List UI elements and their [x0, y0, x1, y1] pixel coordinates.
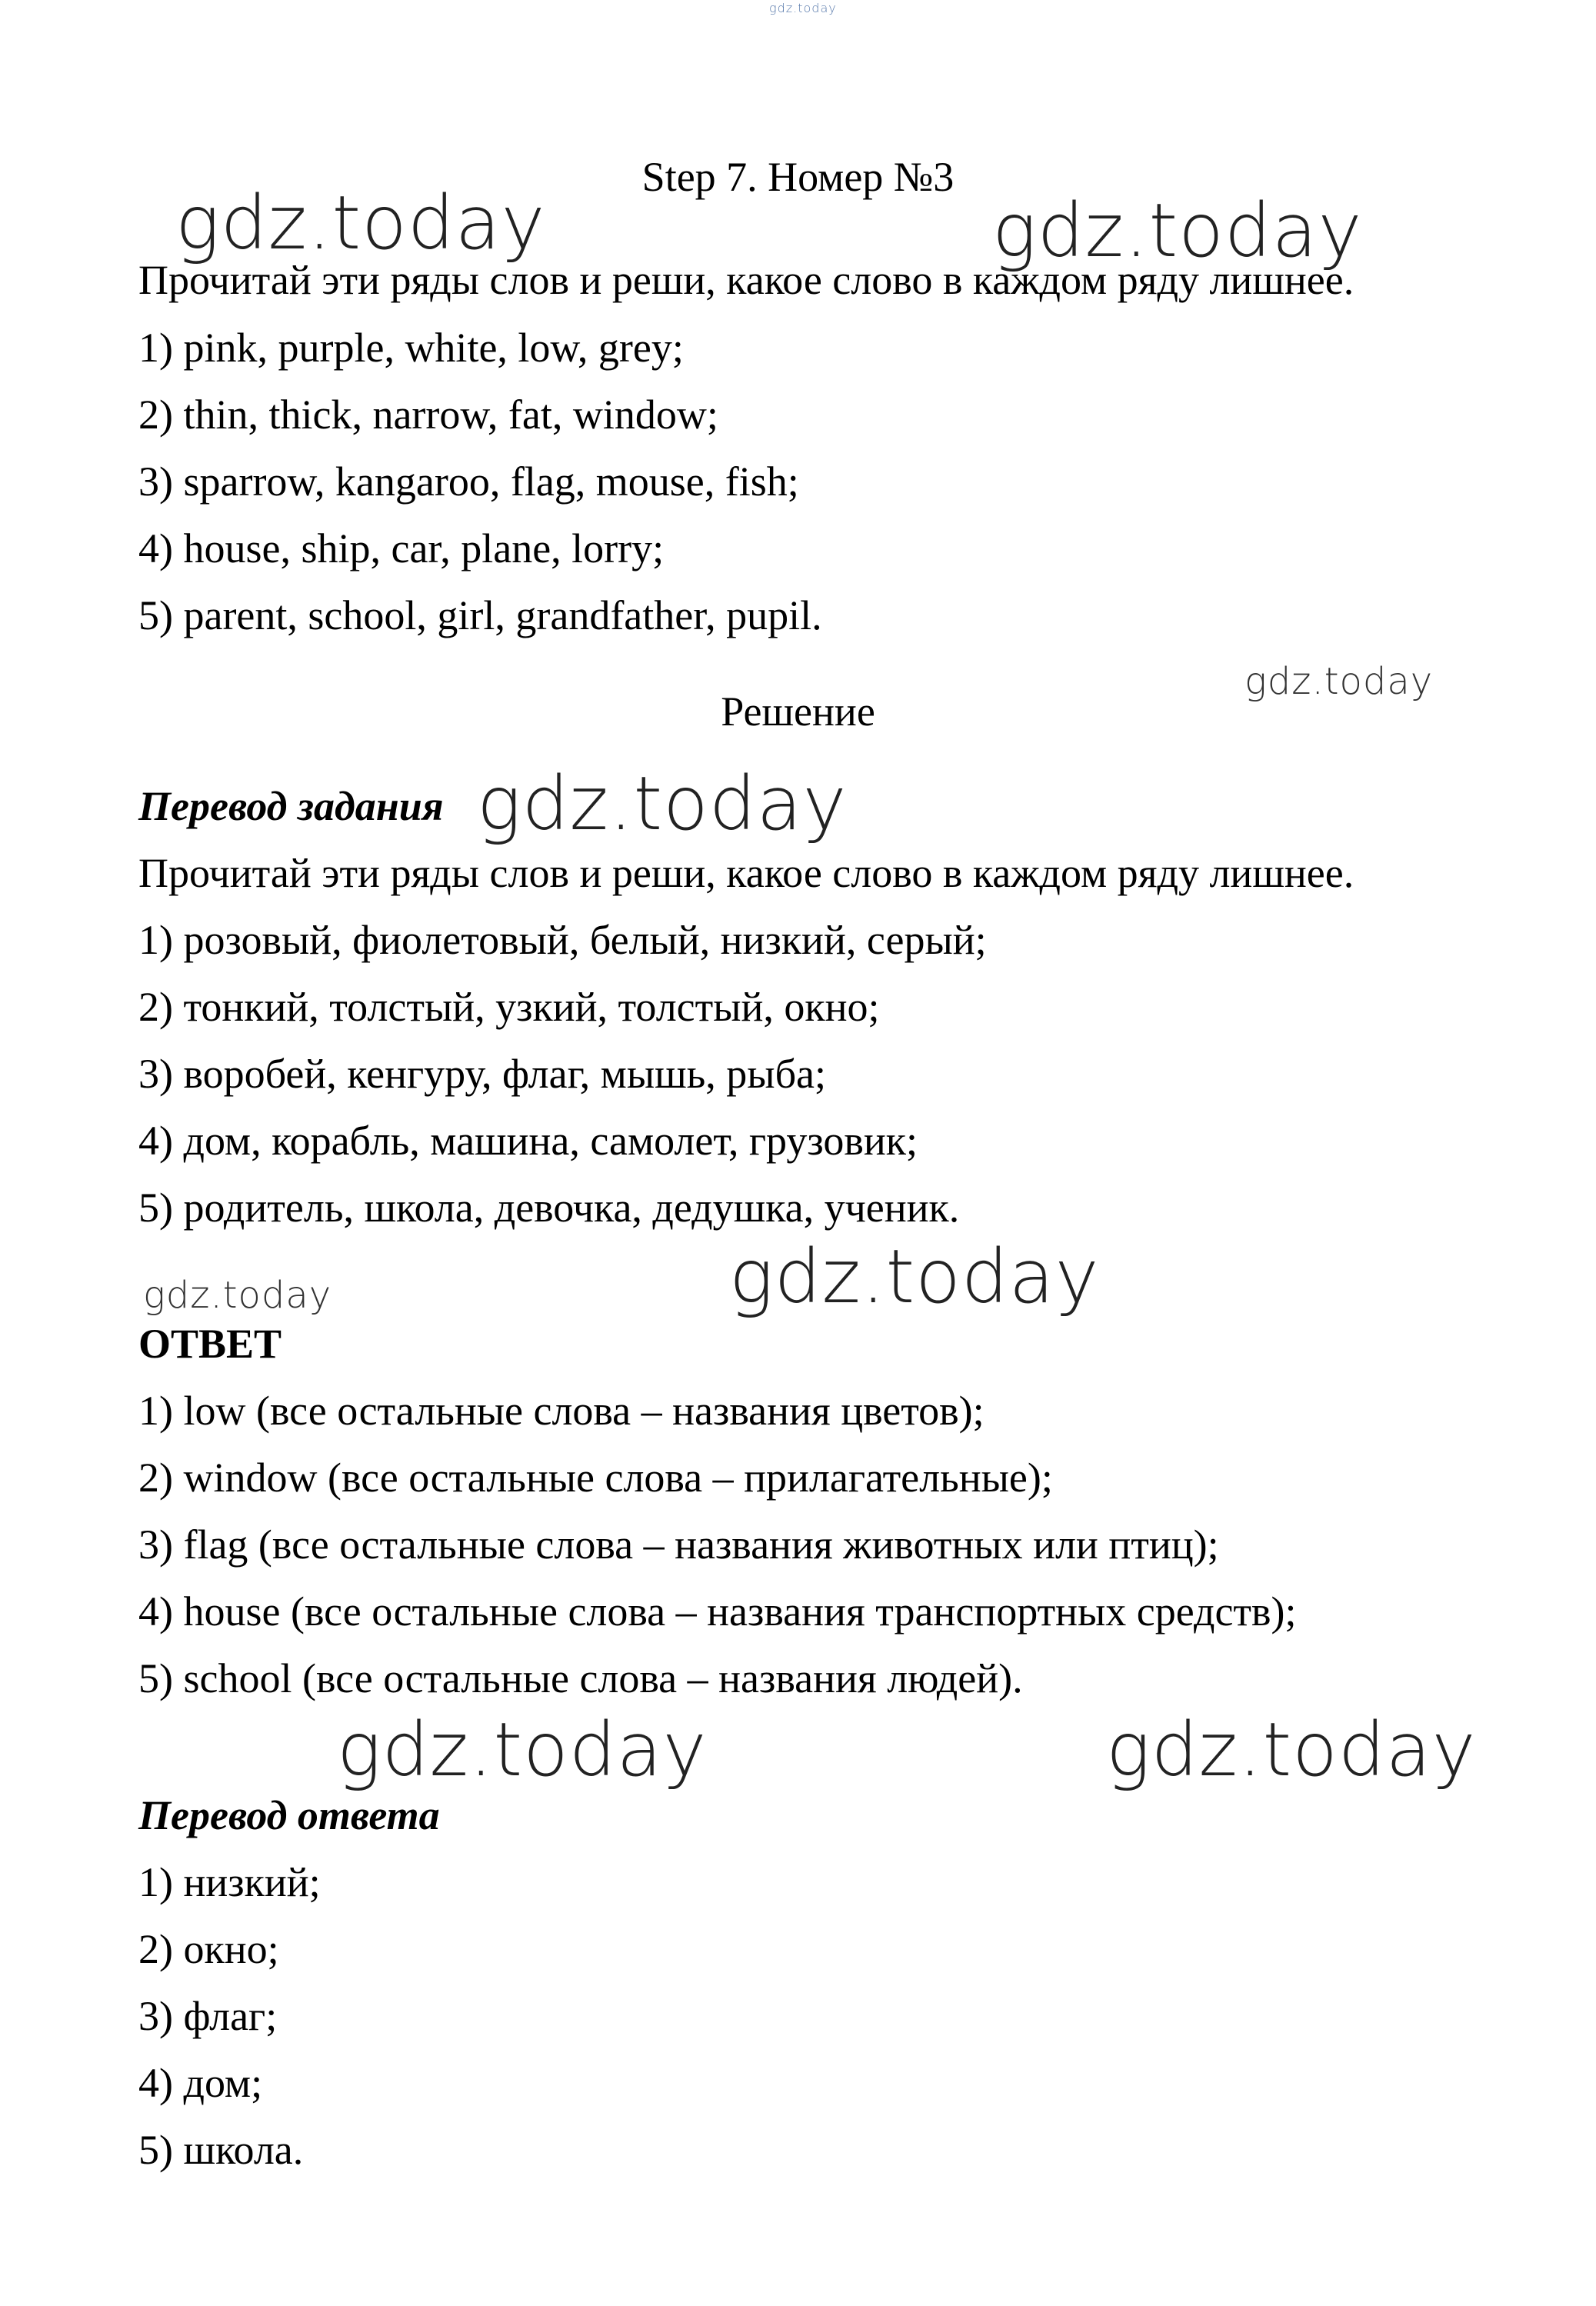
task-item: 5) parent, school, girl, grandfather, pupil. — [138, 592, 822, 638]
task-translation-heading: Перевод задания — [138, 783, 444, 829]
task-item: 4) house, ship, car, plane, lorry; — [138, 525, 665, 572]
watermark-6: gdz.today — [143, 1274, 332, 1317]
answer-translation-heading: Перевод ответа — [138, 1792, 440, 1838]
answer-item: 4) house (все остальные слова – названия транспортных средств); — [138, 1588, 1297, 1635]
watermark-5: gdz.today — [729, 1234, 1100, 1320]
solution-heading: Решение — [721, 688, 875, 735]
watermark-1: gdz.today — [175, 180, 546, 266]
task-item: 3) sparrow, kangaroo, flag, mouse, fish; — [138, 458, 799, 505]
answer-translation-item: 4) дом; — [138, 2060, 263, 2106]
answer-translation-item: 3) флаг; — [138, 1993, 278, 2039]
watermark-8: gdz.today — [1106, 1707, 1477, 1793]
answer-translation-item: 5) школа. — [138, 2127, 304, 2173]
watermark-4: gdz.today — [477, 761, 848, 847]
task-translation-item: 4) дом, корабль, машина, самолет, грузовик; — [138, 1118, 918, 1164]
answer-translation-item: 1) низкий; — [138, 1859, 321, 1905]
page-title: Step 7. Номер №3 — [641, 154, 955, 200]
watermark-7: gdz.today — [337, 1707, 708, 1793]
task-translation-item: 2) тонкий, толстый, узкий, толстый, окно; — [138, 984, 880, 1030]
task-item: 2) thin, thick, narrow, fat, window; — [138, 392, 718, 438]
task-translation-item: 3) воробей, кенгуру, флаг, мышь, рыба; — [138, 1051, 827, 1097]
answer-item: 2) window (все остальные слова – прилагательные); — [138, 1455, 1053, 1501]
task-translation-item: 1) розовый, фиолетовый, белый, низкий, серый; — [138, 917, 987, 963]
task-item: 1) pink, purple, white, low, grey; — [138, 325, 684, 371]
answer-item: 5) school (все остальные слова – названия людей). — [138, 1655, 1023, 1701]
answer-item: 1) low (все остальные слова – названия цветов); — [138, 1388, 985, 1434]
watermark-3: gdz.today — [1244, 660, 1434, 703]
task-translation-item: 5) родитель, школа, девочка, дедушка, ученик. — [138, 1185, 960, 1231]
task-instruction: Прочитай эти ряды слов и реши, какое слово в каждом ряду лишнее. — [138, 257, 1354, 303]
answer-translation-item: 2) окно; — [138, 1926, 279, 1972]
answer-item: 3) flag (все остальные слова – названия животных или птиц); — [138, 1521, 1219, 1568]
watermark-2: gdz.today — [992, 188, 1363, 274]
watermark-top-tiny: gdz.today — [769, 1, 837, 15]
task-translation-instruction: Прочитай эти ряды слов и реши, какое слово в каждом ряду лишнее. — [138, 850, 1354, 896]
answer-heading: ОТВЕТ — [138, 1321, 282, 1367]
